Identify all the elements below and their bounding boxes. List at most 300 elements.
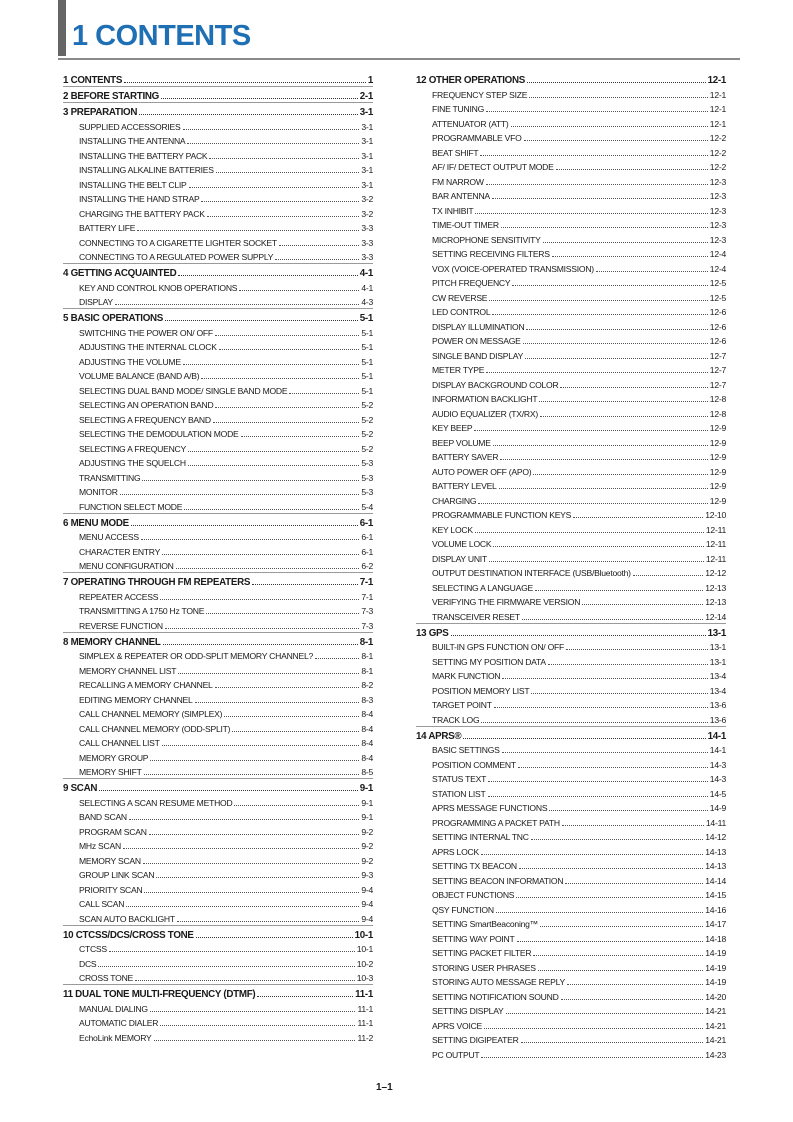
toc-section-entry-page: 12-11: [705, 524, 726, 535]
toc-chapter-entry[interactable]: [416, 726, 726, 742]
dot-leader: [538, 970, 704, 971]
toc-section-entry[interactable]: [63, 794, 373, 809]
toc-section-entry[interactable]: [63, 1029, 373, 1044]
toc-section-entry[interactable]: [63, 339, 373, 354]
toc-section-entry-page: 12-1: [709, 118, 726, 129]
dot-leader: [215, 335, 359, 336]
dot-leader: [481, 854, 703, 855]
toc-section-entry[interactable]: [416, 742, 726, 757]
toc-section-entry[interactable]: [416, 988, 726, 1003]
dot-leader: [109, 951, 355, 952]
toc-section-entry[interactable]: [416, 173, 726, 188]
toc-section-entry[interactable]: [63, 205, 373, 220]
dot-leader: [257, 996, 353, 997]
toc-section-entry[interactable]: [63, 397, 373, 412]
dot-leader: [566, 649, 708, 650]
toc-section-entry-page: 12-9: [709, 481, 726, 491]
toc-section-entry[interactable]: [416, 289, 726, 304]
dot-leader: [521, 1042, 704, 1043]
dot-leader: [160, 599, 359, 600]
toc-section-entry-page: 14-21: [705, 1006, 726, 1016]
toc-section-entry-label: CROSS TONE: [79, 973, 134, 983]
toc-section-entry-page: 8-4: [361, 752, 373, 763]
toc-section-entry-page: 12-5: [709, 278, 726, 288]
toc-chapter-entry-label: 8 MEMORY CHANNEL: [63, 636, 161, 648]
toc-section-entry[interactable]: [416, 974, 726, 989]
toc-chapter-entry[interactable]: [63, 72, 373, 86]
toc-section-entry[interactable]: [63, 162, 373, 177]
toc-section-entry[interactable]: [63, 881, 373, 896]
toc-section-entry[interactable]: [63, 353, 373, 368]
dot-leader: [565, 883, 703, 884]
toc-section-entry-page: 4-3: [361, 297, 373, 307]
toc-section-entry[interactable]: [416, 872, 726, 887]
dot-leader: [539, 401, 707, 402]
dot-leader: [486, 111, 708, 112]
toc-section-entry[interactable]: [416, 231, 726, 246]
toc-section-entry[interactable]: [63, 764, 373, 779]
toc-section-entry[interactable]: [416, 405, 726, 420]
toc-section-entry[interactable]: [416, 756, 726, 771]
toc-section-entry[interactable]: [416, 682, 726, 697]
toc-section-entry[interactable]: [416, 668, 726, 683]
toc-section-entry[interactable]: [63, 411, 373, 426]
toc-section-entry[interactable]: [63, 720, 373, 735]
toc-section-entry-page: 12-3: [709, 220, 726, 230]
toc-section-entry-page: 5-1: [361, 385, 373, 396]
toc-section-entry-label: POSITION COMMENT: [432, 759, 516, 770]
toc-section-entry-page: 13-6: [709, 714, 726, 725]
toc-section-entry-page: 12-3: [709, 191, 726, 201]
toc-chapter-entry[interactable]: [63, 102, 373, 118]
toc-section-entry-label: KEY AND CONTROL KNOB OPERATIONS: [79, 282, 238, 293]
toc-section-entry[interactable]: [416, 449, 726, 464]
toc-section-entry[interactable]: [416, 260, 726, 275]
toc-section-entry[interactable]: [63, 691, 373, 706]
toc-section-entry-page: 5-2: [361, 429, 373, 439]
toc-section-entry-label: STATUS TEXT: [432, 774, 487, 784]
dot-leader: [315, 658, 359, 659]
toc-section-entry[interactable]: [63, 529, 373, 544]
toc-section-entry-page: 12-3: [709, 205, 726, 216]
toc-section-entry-label: BASIC SETTINGS: [432, 745, 500, 755]
dot-leader: [475, 213, 707, 214]
toc-section-entry-page: 5-3: [361, 458, 373, 468]
toc-section-entry-label: SELECTING A FREQUENCY BAND: [79, 414, 211, 425]
dot-leader: [215, 407, 359, 408]
toc-section-entry[interactable]: [416, 945, 726, 960]
dot-leader: [176, 568, 360, 569]
dot-leader: [522, 619, 703, 620]
toc-section-entry-page: 14-18: [705, 933, 726, 944]
toc-section-entry[interactable]: [416, 347, 726, 362]
toc-section-entry-page: 12-14: [705, 611, 726, 622]
toc-section-entry[interactable]: [63, 603, 373, 618]
toc-section-entry-page: 14-11: [705, 817, 726, 828]
dot-leader: [526, 329, 707, 330]
toc-section-entry[interactable]: [416, 930, 726, 945]
toc-chapter-entry-label: 2 BEFORE STARTING: [63, 91, 159, 102]
dot-leader: [142, 480, 359, 481]
toc-section-entry-page: 12-8: [709, 408, 726, 419]
toc-section-entry-label: PROGRAMMABLE VFO: [432, 133, 522, 143]
toc-chapter-entry[interactable]: [63, 925, 373, 941]
toc-section-entry[interactable]: [416, 159, 726, 174]
dot-leader: [123, 848, 359, 849]
toc-section-entry[interactable]: [63, 426, 373, 441]
toc-section-entry[interactable]: [63, 469, 373, 484]
toc-section-entry[interactable]: [63, 749, 373, 764]
dot-leader: [560, 387, 707, 388]
dot-leader: [492, 198, 708, 199]
toc-section-entry[interactable]: [416, 771, 726, 786]
toc-chapter-entry-page: 8-1: [359, 636, 373, 648]
toc-section-entry[interactable]: [416, 391, 726, 406]
toc-section-entry-label: ADJUSTING THE INTERNAL CLOCK: [79, 342, 217, 352]
toc-section-entry-label: TRANSCEIVER RESET: [432, 611, 520, 622]
toc-section-entry[interactable]: [416, 711, 726, 726]
toc-section-entry[interactable]: [63, 191, 373, 206]
toc-chapter-entry[interactable]: [63, 572, 373, 588]
toc-section-entry-label: FUNCTION SELECT MODE: [79, 501, 183, 512]
toc-section-entry[interactable]: [63, 955, 373, 970]
toc-section-entry-page: 12-12: [705, 568, 726, 578]
toc-chapter-entry[interactable]: [63, 778, 373, 794]
dot-leader: [139, 114, 358, 115]
toc-section-entry-label: MARK FUNCTION: [432, 671, 501, 681]
dot-leader: [184, 509, 359, 510]
toc-section-entry-label: MONITOR: [79, 487, 118, 497]
toc-section-entry-page: 12-6: [709, 336, 726, 346]
toc-section-entry-label: DISPLAY: [79, 297, 113, 307]
toc-section-entry-page: 8-4: [361, 723, 373, 734]
toc-section-entry-label: BEAT SHIFT: [432, 147, 479, 158]
toc-section-entry-label: TRANSMITTING A 1750 Hz TONE: [79, 606, 205, 616]
dot-leader: [480, 155, 707, 156]
toc-section-entry[interactable]: [63, 735, 373, 750]
toc-section-entry[interactable]: [416, 785, 726, 800]
dot-leader: [540, 416, 708, 417]
dot-leader: [143, 863, 359, 864]
toc-section-entry-page: 14-9: [709, 803, 726, 813]
toc-section-entry[interactable]: [63, 910, 373, 925]
toc-section-entry[interactable]: [416, 420, 726, 435]
toc-section-entry-page: 12-2: [709, 133, 726, 143]
toc-section-entry[interactable]: [416, 565, 726, 580]
toc-section-entry[interactable]: [63, 838, 373, 853]
toc-section-entry[interactable]: [416, 843, 726, 858]
toc-section-entry-label: SETTING BEACON INFORMATION: [432, 875, 564, 886]
toc-section-entry-page: 11-1: [357, 1003, 373, 1014]
toc-section-entry[interactable]: [63, 176, 373, 191]
toc-section-entry-page: 12-1: [709, 104, 726, 114]
toc-section-entry[interactable]: [416, 144, 726, 159]
toc-section-entry-label: INSTALLING THE BATTERY PACK: [79, 150, 208, 161]
toc-section-entry[interactable]: [63, 677, 373, 692]
toc-section-entry-label: LED CONTROL: [432, 307, 491, 317]
toc-section-entry[interactable]: [416, 1017, 726, 1032]
toc-section-entry[interactable]: [416, 1046, 726, 1061]
dot-leader: [561, 999, 704, 1000]
toc-section-entry-label: BATTERY LEVEL: [432, 481, 497, 491]
toc-section-entry-page: 12-1: [709, 89, 726, 100]
toc-section-entry[interactable]: [63, 558, 373, 573]
toc-section-entry[interactable]: [416, 492, 726, 507]
toc-section-entry[interactable]: [416, 246, 726, 261]
toc-chapter-entry[interactable]: [63, 984, 373, 1000]
toc-section-entry-label: DISPLAY UNIT: [432, 553, 487, 564]
toc-chapter-entry-label: 12 OTHER OPERATIONS: [416, 75, 525, 86]
toc-section-entry-label: CALL CHANNEL MEMORY (SIMPLEX): [79, 709, 223, 719]
toc-section-entry-label: SELECTING AN OPERATION BAND: [79, 400, 214, 410]
toc-section-entry[interactable]: [63, 368, 373, 383]
toc-section-entry-page: 12-9: [709, 452, 726, 462]
toc-section-entry[interactable]: [63, 484, 373, 499]
dot-leader: [486, 372, 708, 373]
dot-leader: [518, 767, 708, 768]
toc-section-entry-label: CONNECTING TO A CIGARETTE LIGHTER SOCKET: [79, 237, 277, 248]
toc-section-entry-label: APRS VOICE: [432, 1020, 483, 1031]
toc-section-entry[interactable]: [416, 858, 726, 873]
toc-section-entry-label: SELECTING DUAL BAND MODE/ SINGLE BAND MODE: [79, 385, 288, 396]
dot-leader: [213, 422, 359, 423]
toc-section-entry-label: SETTING DISPLAY: [432, 1006, 504, 1016]
dot-leader: [481, 722, 707, 723]
toc-section-entry[interactable]: [416, 536, 726, 551]
toc-section-entry-label: EchoLink MEMORY: [79, 1032, 152, 1043]
page-number: 1–1: [376, 1082, 393, 1093]
toc-chapter-entry[interactable]: [416, 72, 726, 86]
toc-section-entry[interactable]: [416, 86, 726, 101]
toc-section-entry[interactable]: [416, 550, 726, 565]
dot-leader: [548, 664, 708, 665]
toc-section-entry-page: 3-3: [361, 237, 373, 248]
toc-section-entry-label: SCAN AUTO BACKLIGHT: [79, 913, 175, 924]
dot-leader: [154, 1040, 356, 1041]
toc-section-entry[interactable]: [416, 318, 726, 333]
dot-leader: [531, 693, 707, 694]
toc-section-entry[interactable]: [416, 594, 726, 609]
toc-section-entry[interactable]: [416, 202, 726, 217]
toc-section-entry[interactable]: [416, 639, 726, 654]
toc-section-entry-page: 12-4: [709, 249, 726, 259]
toc-section-entry[interactable]: [416, 608, 726, 623]
toc-section-entry[interactable]: [63, 823, 373, 838]
toc-section-entry-page: 9-2: [361, 826, 373, 837]
toc-chapter-entry-label: 1 CONTENTS: [63, 75, 123, 86]
toc-section-entry-page: 4-1: [361, 282, 373, 293]
toc-section-entry[interactable]: [416, 697, 726, 712]
toc-section-entry[interactable]: [63, 852, 373, 867]
dot-leader: [556, 169, 708, 170]
toc-section-entry-page: 12-2: [709, 162, 726, 172]
toc-section-entry[interactable]: [63, 440, 373, 455]
toc-section-entry-label: MENU ACCESS: [79, 532, 139, 542]
toc-section-entry[interactable]: [416, 653, 726, 668]
dot-leader: [535, 590, 703, 591]
dot-leader: [492, 314, 707, 315]
toc-section-entry[interactable]: [63, 234, 373, 249]
toc-section-entry-page: 6-1: [361, 532, 373, 542]
toc-section-entry-page: 12-10: [705, 510, 726, 520]
toc-section-entry[interactable]: [416, 362, 726, 377]
toc-section-entry-page: 12-13: [705, 597, 726, 607]
toc-chapter-entry-page: 10-1: [354, 929, 373, 941]
toc-section-entry[interactable]: [63, 324, 373, 339]
dot-leader: [165, 628, 359, 629]
toc-chapter-entry[interactable]: [416, 623, 726, 639]
toc-section-entry[interactable]: [63, 133, 373, 148]
toc-section-entry-page: 5-3: [361, 472, 373, 483]
toc-chapter-entry[interactable]: [63, 263, 373, 279]
toc-section-entry[interactable]: [416, 959, 726, 974]
dot-leader: [512, 285, 707, 286]
toc-section-entry[interactable]: [63, 648, 373, 663]
toc-section-entry-label: FM NARROW: [432, 176, 484, 187]
dot-leader: [549, 810, 707, 811]
toc-section-entry[interactable]: [416, 130, 726, 145]
toc-section-entry[interactable]: [63, 279, 373, 294]
dot-leader: [506, 1013, 704, 1014]
toc-section-entry-label: PROGRAMMABLE FUNCTION KEYS: [432, 510, 572, 520]
toc-section-entry[interactable]: [63, 1000, 373, 1015]
toc-section-entry[interactable]: [416, 887, 726, 902]
toc-section-entry[interactable]: [63, 1015, 373, 1030]
toc-section-entry-label: BUILT-IN GPS FUNCTION ON/ OFF: [432, 642, 565, 652]
toc-section-entry[interactable]: [416, 829, 726, 844]
toc-section-entry[interactable]: [416, 1003, 726, 1018]
dot-leader: [196, 937, 353, 938]
toc-section-entry-label: SETTING NOTIFICATION SOUND: [432, 991, 559, 1002]
toc-section-entry[interactable]: [416, 507, 726, 522]
dot-leader: [511, 126, 708, 127]
toc-section-entry[interactable]: [63, 543, 373, 558]
toc-chapter-entry-label: 3 PREPARATION: [63, 107, 138, 118]
toc-section-entry-label: INSTALLING THE ANTENNA: [79, 136, 186, 146]
toc-section-entry[interactable]: [63, 498, 373, 513]
dot-leader: [493, 546, 704, 547]
toc-section-entry-page: 12-7: [709, 350, 726, 361]
toc-section-entry[interactable]: [416, 814, 726, 829]
toc-chapter-entry[interactable]: [63, 513, 373, 529]
toc-section-entry-page: 11-1: [357, 1018, 373, 1028]
toc-section-entry[interactable]: [63, 455, 373, 470]
toc-section-entry-label: PITCH FREQUENCY: [432, 278, 511, 288]
toc-section-entry[interactable]: [416, 579, 726, 594]
toc-section-entry-page: 12-6: [709, 321, 726, 332]
toc-section-entry[interactable]: [416, 901, 726, 916]
toc-section-entry[interactable]: [416, 800, 726, 815]
toc-section-entry-label: MEMORY SHIFT: [79, 767, 142, 777]
toc-chapter-entry-page: 1: [367, 75, 373, 86]
toc-chapter-entry-page: 6-1: [359, 517, 373, 529]
toc-section-entry-page: 6-2: [361, 561, 373, 571]
toc-section-entry-label: AF/ IF/ DETECT OUTPUT MODE: [432, 162, 554, 172]
toc-section-entry-label: ADJUSTING THE VOLUME: [79, 356, 181, 367]
toc-section-entry-label: BEEP VOLUME: [432, 437, 491, 448]
toc-chapter-entry[interactable]: [63, 86, 373, 102]
toc-section-entry[interactable]: [63, 617, 373, 632]
toc-section-entry[interactable]: [416, 275, 726, 290]
toc-section-entry-page: 9-2: [361, 841, 373, 851]
toc-section-entry-page: 9-4: [361, 913, 373, 924]
toc-section-entry[interactable]: [63, 867, 373, 882]
toc-section-entry-page: 14-1: [709, 745, 726, 755]
toc-section-entry-page: 12-5: [709, 292, 726, 303]
toc-section-entry[interactable]: [416, 521, 726, 536]
toc-chapter-entry-page: 14-1: [707, 730, 726, 742]
toc-section-entry[interactable]: [63, 706, 373, 721]
toc-chapter-entry[interactable]: [63, 308, 373, 324]
toc-section-entry-label: DCS: [79, 958, 97, 969]
toc-section-entry[interactable]: [63, 249, 373, 264]
toc-section-entry[interactable]: [63, 118, 373, 133]
toc-section-entry[interactable]: [416, 478, 726, 493]
toc-section-entry-label: TRANSMITTING: [79, 472, 141, 483]
toc-section-entry[interactable]: [63, 147, 373, 162]
toc-section-entry[interactable]: [416, 463, 726, 478]
toc-section-entry-label: SETTING WAY POINT: [432, 933, 515, 944]
toc-chapter-entry-label: 9 SCAN: [63, 783, 98, 794]
toc-chapter-entry[interactable]: [63, 632, 373, 648]
toc-section-entry[interactable]: [63, 382, 373, 397]
dot-leader: [502, 678, 707, 679]
toc-section-entry-label: SETTING INTERNAL TNC: [432, 832, 529, 842]
toc-chapter-entry-page: 12-1: [707, 75, 726, 86]
toc-section-entry[interactable]: [63, 220, 373, 235]
toc-section-entry-label: DISPLAY ILLUMINATION: [432, 321, 525, 332]
dot-leader: [596, 271, 708, 272]
toc-section-entry[interactable]: [63, 662, 373, 677]
toc-section-entry[interactable]: [416, 101, 726, 116]
toc-section-entry[interactable]: [63, 809, 373, 824]
toc-section-entry-label: CONNECTING TO A REGULATED POWER SUPPLY: [79, 252, 274, 262]
toc-section-entry[interactable]: [416, 376, 726, 391]
dot-leader: [531, 839, 704, 840]
dot-leader: [201, 378, 359, 379]
toc-section-entry[interactable]: [416, 115, 726, 130]
toc-section-entry[interactable]: [63, 970, 373, 985]
toc-chapter-entry-label: 10 CTCSS/DCS/CROSS TONE: [63, 929, 194, 941]
dot-leader: [489, 561, 704, 562]
toc-section-entry-label: VOLUME LOCK: [432, 539, 492, 549]
dot-leader: [493, 445, 708, 446]
dot-leader: [219, 349, 360, 350]
toc-section-entry[interactable]: [416, 1032, 726, 1047]
toc-section-entry-page: 14-20: [705, 991, 726, 1002]
toc-section-entry[interactable]: [63, 941, 373, 956]
toc-section-entry-label: AUDIO EQUALIZER (TX/RX): [432, 408, 538, 419]
toc-section-entry-label: TARGET POINT: [432, 700, 492, 710]
toc-section-entry[interactable]: [63, 294, 373, 309]
toc-section-entry-page: 14-3: [709, 759, 726, 770]
toc-section-entry-page: 3-3: [361, 252, 373, 262]
toc-section-entry[interactable]: [63, 588, 373, 603]
dot-leader: [160, 1025, 355, 1026]
toc-section-entry[interactable]: [63, 896, 373, 911]
toc-section-entry[interactable]: [416, 304, 726, 319]
toc-section-entry[interactable]: [416, 188, 726, 203]
toc-section-entry-page: 13-1: [709, 656, 726, 667]
toc-section-entry[interactable]: [416, 434, 726, 449]
toc-section-entry-label: VOX (VOICE-OPERATED TRANSMISSION): [432, 263, 594, 274]
toc-section-entry[interactable]: [416, 217, 726, 232]
toc-section-entry[interactable]: [416, 333, 726, 348]
toc-section-entry[interactable]: [416, 916, 726, 931]
toc-section-entry-page: 5-1: [361, 356, 373, 367]
toc-section-entry-page: 3-2: [361, 194, 373, 204]
toc-section-entry-label: QSY FUNCTION: [432, 904, 494, 915]
